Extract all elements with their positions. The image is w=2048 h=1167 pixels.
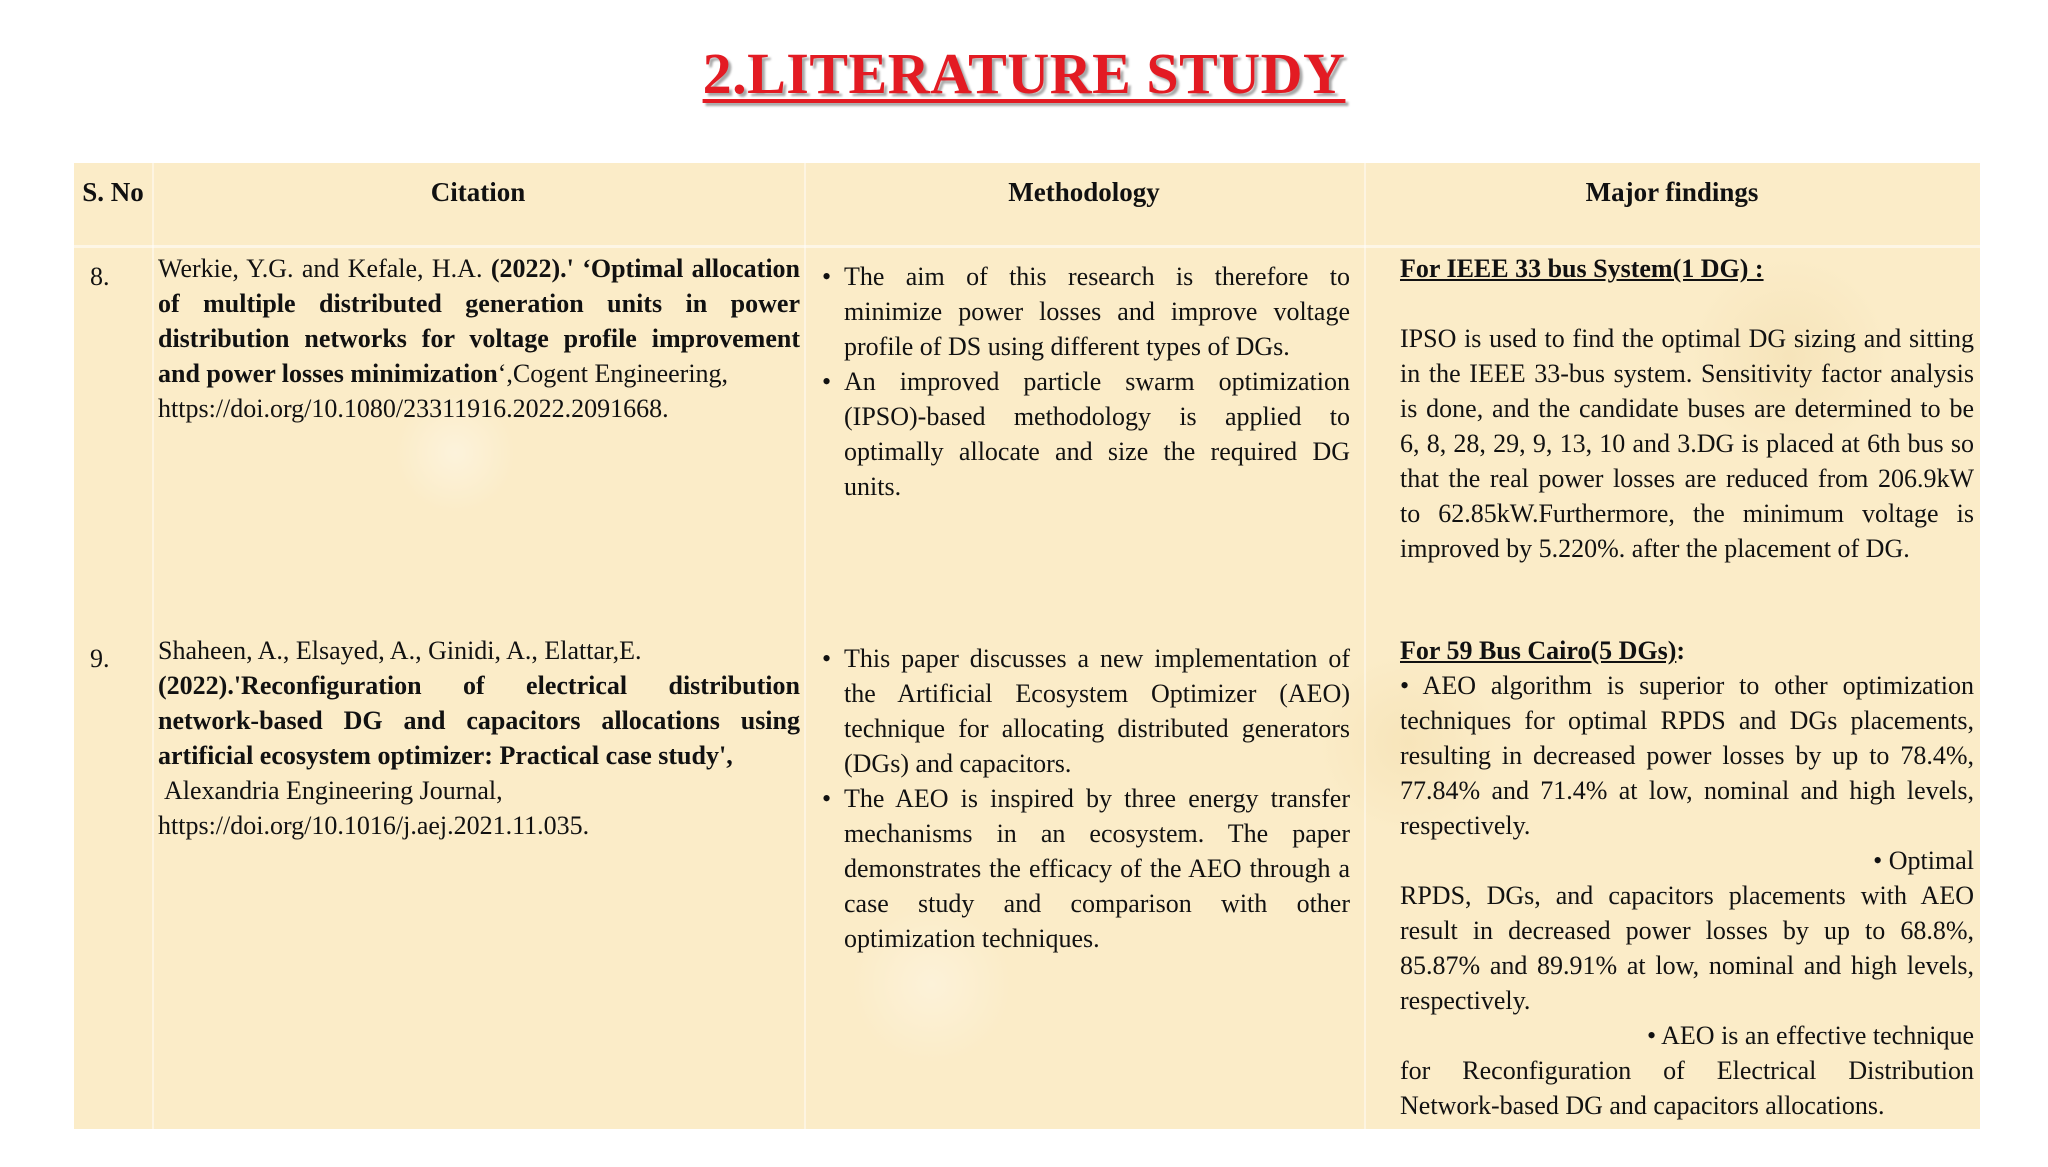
findings-bullet-lead: • Optimal xyxy=(1873,846,1974,875)
column-divider xyxy=(804,163,806,1129)
findings-text: IPSO is used to find the optimal DG sizing and sitting in the IEEE 33-bus system. Sensitivity factor analysis is done, and the candidate buses are determined to be 6, 8, 28, 29, 9, 13, 10 and 3.DG is placed at 6th bus so that the real power losses are reduced from 206.9kW to 62.85kW.Furthermore, the minimum voltage is improved by 5.220%. after the placement of DG. xyxy=(1400,324,1974,563)
citation-doi: https://doi.org/10.1016/j.aej.2021.11.035. xyxy=(158,811,590,840)
methodology-bullet: • This paper discusses a new implementation of the Artificial Ecosystem Optimizer (AEO) technique for allocating distributed generators (DGs) and capacitors. xyxy=(822,641,1350,781)
citation-journal: ‘,Cogent Engineering, xyxy=(497,359,729,388)
methodology-bullet: • The AEO is inspired by three energy transfer mechanisms in an ecosystem. The paper demonstrates the efficacy of the AEO through a case study and comparison with other optimization techniques. xyxy=(822,781,1350,956)
literature-table xyxy=(74,163,1980,1129)
citation-doi: https://doi.org/10.1080/23311916.2022.2091668. xyxy=(158,394,669,423)
page-title: 2.LITERATURE STUDY xyxy=(702,41,1346,106)
row-8-sno: 8. xyxy=(90,262,110,291)
citation-journal: Alexandria Engineering Journal, xyxy=(164,776,503,805)
findings-bullet: for Reconfiguration of Electrical Distribution Network-based DG and capacitors allocations. xyxy=(1400,1056,1974,1120)
header-sno: S. No xyxy=(82,177,144,207)
row-8-citation xyxy=(158,251,800,426)
findings-heading-suffix: : xyxy=(1676,636,1686,665)
findings-bullet: RPDS, DGs, and capacitors placements with AEO result in decreased power losses by up to 68.8%, 85.87% and 89.91% at low, nominal and high levels, respectively. xyxy=(1400,881,1974,1015)
findings-bullet-lead: • AEO is an effective technique xyxy=(1646,1021,1974,1050)
citation-authors: Shaheen, A., Elsayed, A., Ginidi, A., Elattar,E. xyxy=(158,636,642,665)
citation-title: (2022).'Reconfiguration of electrical distribution network-based DG and capacitors allocations using artificial ecosystem optimizer: Practical case study', xyxy=(158,671,800,770)
header-findings: Major findings xyxy=(1585,177,1759,207)
findings-heading: For IEEE 33 bus System(1 DG) : xyxy=(1400,254,1764,283)
row-9-findings xyxy=(1400,633,1974,1123)
findings-bullet: • AEO algorithm is superior to other optimization techniques for optimal RPDS and DGs placements, resulting in decreased power losses by up to 78.4%, 77.84% and 71.4% at low, nominal and high levels, respectively. xyxy=(1400,671,1974,840)
row-9-citation xyxy=(158,633,800,843)
row-9-sno: 9. xyxy=(90,644,110,673)
citation-title: ‘Optimal allocation of multiple distributed generation units in power distribution networks for voltage profile improvement and power losses minimization xyxy=(158,254,801,388)
citation-year: (2022).' xyxy=(490,254,574,283)
row-9-methodology xyxy=(822,641,1350,956)
findings-heading: For 59 Bus Cairo(5 DGs) xyxy=(1400,636,1677,665)
column-divider xyxy=(1364,163,1366,1129)
citation-authors: Werkie, Y.G. and Kefale, H.A. xyxy=(158,254,483,283)
header-methodology: Methodology xyxy=(1008,177,1160,207)
methodology-bullet: • The aim of this research is therefore to minimize power losses and improve voltage profile of DS using different types of DGs. xyxy=(822,259,1350,364)
row-8-methodology xyxy=(822,259,1350,504)
methodology-bullet: • An improved particle swarm optimization (IPSO)-based methodology is applied to optimally allocate and size the required DG units. xyxy=(822,364,1350,504)
column-divider xyxy=(152,163,154,1129)
header-citation: Citation xyxy=(430,177,526,207)
header-divider xyxy=(74,245,1980,248)
row-8-findings xyxy=(1400,251,1974,566)
